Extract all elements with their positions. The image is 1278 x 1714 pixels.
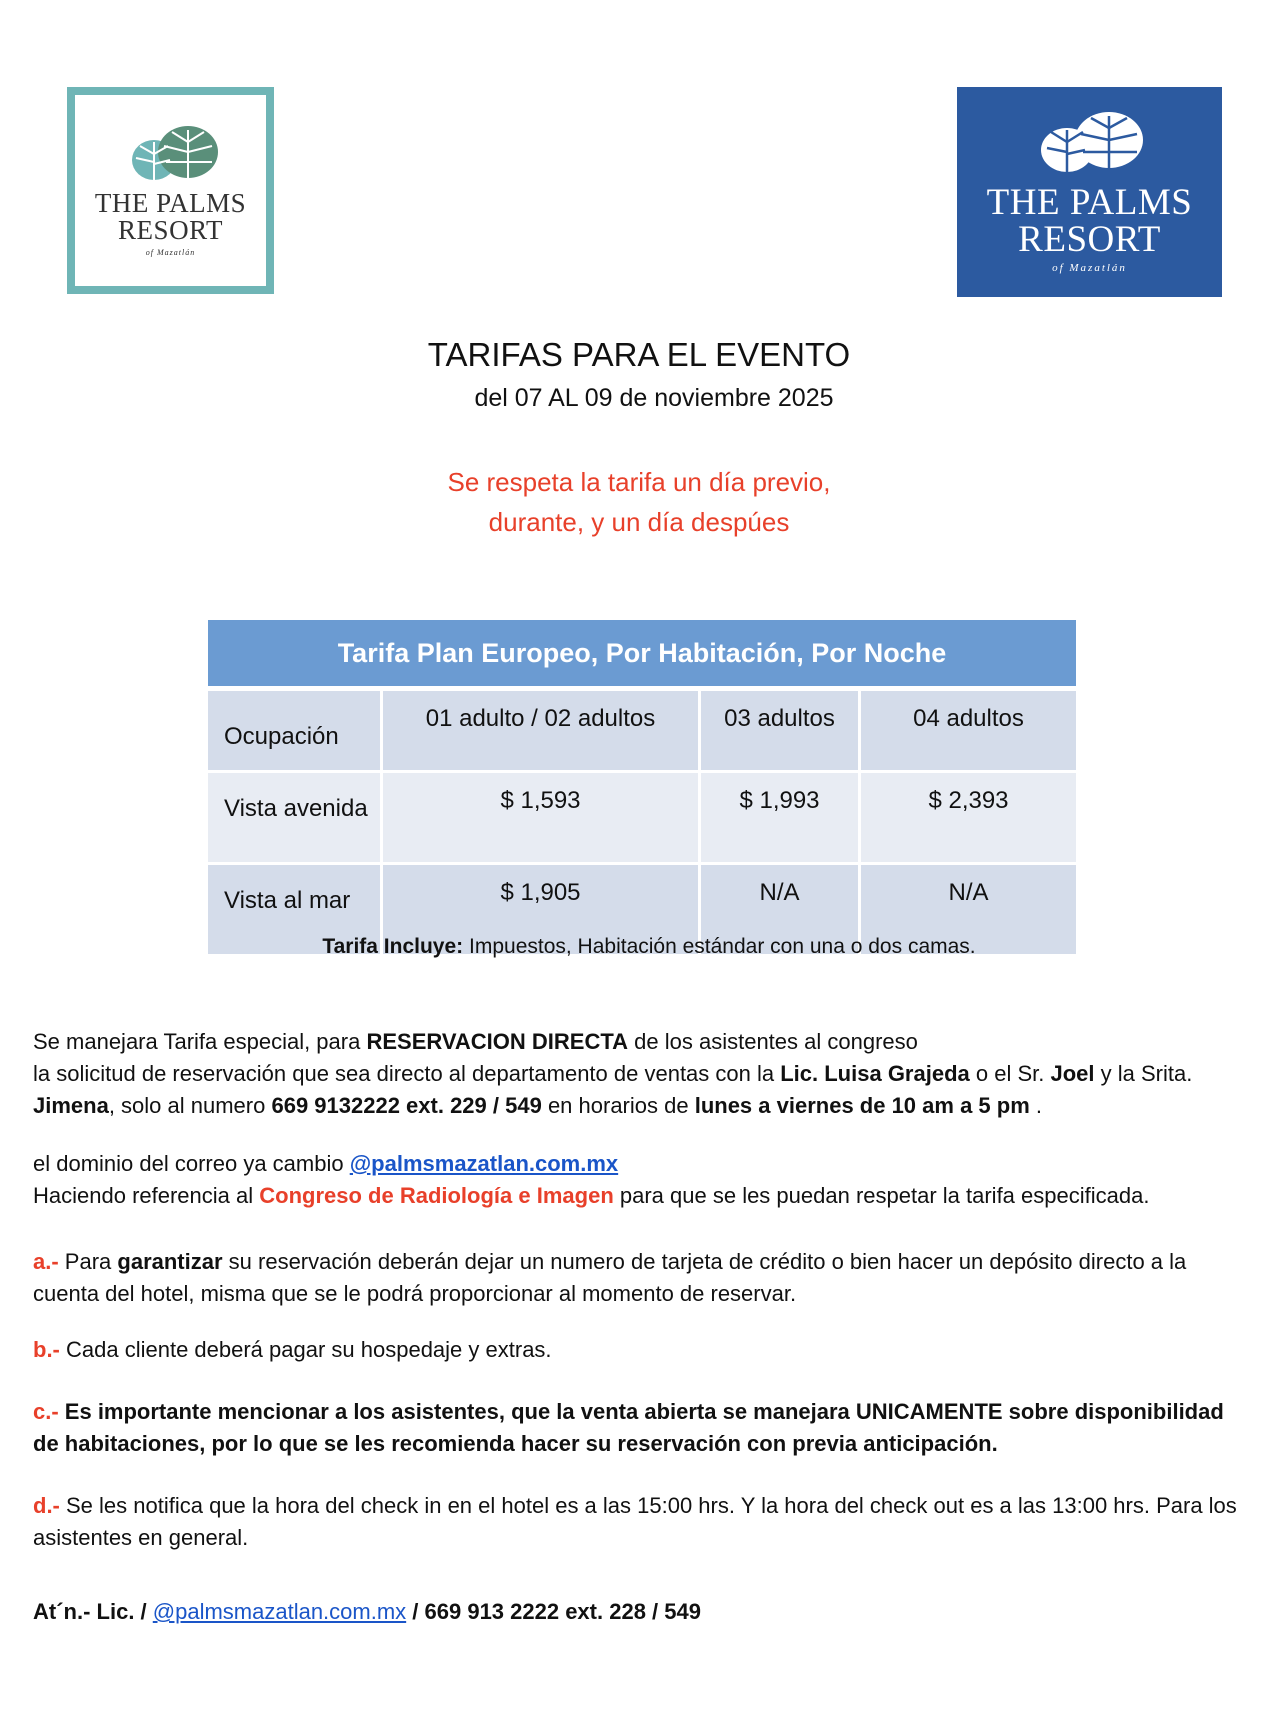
phone-number: 669 9132222 ext. 229 / 549 <box>271 1093 542 1118</box>
text: y la Srita. <box>1094 1061 1193 1086</box>
contact-name: Jimena <box>33 1093 109 1118</box>
rate-validity-line1: Se respeta la tarifa un día previo, <box>447 467 831 497</box>
page-title: TARIFAS PARA EL EVENTO <box>427 336 851 373</box>
guarantee-label: garantizar <box>117 1249 223 1274</box>
rate-includes <box>0 935 1278 959</box>
office-hours: lunes a viernes de 10 am a 5 pm <box>694 1093 1030 1118</box>
text: Para <box>58 1249 118 1274</box>
logo-brand-line1: THE PALMS <box>986 182 1193 223</box>
rate-cell: N/A <box>698 862 858 954</box>
logo-brand-line2: RESORT <box>118 215 223 245</box>
rate-cell: $ 1,993 <box>698 770 858 862</box>
palms-resort-logo-blue <box>957 87 1222 297</box>
rate-includes-label: Tarifa Incluye: <box>322 935 464 958</box>
rate-cell: $ 2,393 <box>858 770 1076 862</box>
text: o el Sr. <box>969 1061 1051 1086</box>
item-c <box>33 1396 1248 1460</box>
row-label-sea-view: Vista al mar <box>208 862 380 954</box>
item-d <box>33 1490 1248 1554</box>
text: Se manejara Tarifa especial, para <box>33 1029 367 1054</box>
rate-cell: N/A <box>858 862 1076 954</box>
text: su reservación deberán dejar un numero de tarjeta de crédito o bien hacer un depósito directo a la cuenta del hotel, misma que se le podrá proporcionar al momento de reservar. <box>33 1249 1187 1306</box>
column-header-occupancy: Ocupación <box>208 691 380 770</box>
text: el dominio del correo ya cambio <box>33 1151 350 1176</box>
rate-includes-text: Impuestos, Habitación estándar con una o dos camas. <box>463 935 976 958</box>
footer-email-link[interactable]: @palmsmazatlan.com.mx <box>152 1599 407 1624</box>
congress-name: Congreso de Radiología e Imagen <box>259 1183 614 1208</box>
item-b <box>33 1334 1248 1366</box>
table-row <box>208 770 1076 862</box>
contact-footer <box>33 1596 1248 1628</box>
reservation-paragraph <box>33 1026 1248 1122</box>
contact-name: Lic. Luisa Grajeda <box>780 1061 970 1086</box>
logo-brand-line2: RESORT <box>1018 219 1161 260</box>
item-marker: c.- <box>33 1399 59 1424</box>
rate-validity-line2: durante, y un día despúes <box>488 507 790 537</box>
text: la solicitud de reservación que sea directo al departamento de ventas con la <box>33 1061 781 1086</box>
monstera-leaf-icon <box>116 124 226 186</box>
item-marker: a.- <box>33 1249 59 1274</box>
direct-reservation-label: RESERVACION DIRECTA <box>366 1029 629 1054</box>
text: . <box>1029 1093 1042 1118</box>
rate-cell: $ 1,905 <box>380 862 698 954</box>
event-dates: del 07 AL 09 de noviembre 2025 <box>474 384 834 412</box>
text: , solo al numero <box>108 1093 272 1118</box>
text: de los asistentes al congreso <box>628 1029 918 1054</box>
email-paragraph <box>33 1148 1248 1212</box>
logo-brand-sub: of Mazatlán <box>1052 262 1127 274</box>
item-marker: d.- <box>33 1493 60 1518</box>
footer-phone: / 669 913 2222 ext. 228 / 549 <box>406 1599 701 1624</box>
rate-cell: $ 1,593 <box>380 770 698 862</box>
table-header-row <box>208 691 1076 770</box>
item-marker: b.- <box>33 1337 60 1362</box>
logo-brand-line1: THE PALMS <box>94 188 247 218</box>
text: Haciendo referencia al <box>33 1183 260 1208</box>
column-header-4-adults: 04 adultos <box>858 691 1076 770</box>
monstera-leaf-icon <box>1025 110 1155 178</box>
text: Cada cliente deberá pagar su hospedaje y extras. <box>59 1337 552 1362</box>
palms-resort-logo-teal <box>67 87 274 294</box>
attention-label: At´n.- Lic. / <box>33 1599 153 1624</box>
logo-brand-sub: of Mazatlán <box>145 248 196 257</box>
row-label-avenue-view: Vista avenida <box>208 770 380 862</box>
rate-table <box>208 620 1076 954</box>
important-note: Es importante mencionar a los asistentes, que la venta abierta se manejara UNICAMENTE sobre disponibilidad de habitaciones, por lo que se les recomienda hacer su reservación con previa anticipación. <box>33 1399 1224 1456</box>
rate-table-title: Tarifa Plan Europeo, Por Habitación, Por Noche <box>208 620 1076 691</box>
text: Se les notifica que la hora del check in en el hotel es a las 15:00 hrs. Y la hora del check out es a las 13:00 hrs. Para los asistentes en general. <box>33 1493 1237 1550</box>
item-a <box>33 1246 1248 1310</box>
text: para que se les puedan respetar la tarifa especificada. <box>613 1183 1150 1208</box>
column-header-1-2-adults: 01 adulto / 02 adultos <box>380 691 698 770</box>
column-header-3-adults: 03 adultos <box>698 691 858 770</box>
contact-name: Joel <box>1050 1061 1095 1086</box>
email-link[interactable]: @palmsmazatlan.com.mx <box>349 1151 619 1176</box>
text: en horarios de <box>541 1093 695 1118</box>
rate-validity-note <box>0 462 1278 542</box>
